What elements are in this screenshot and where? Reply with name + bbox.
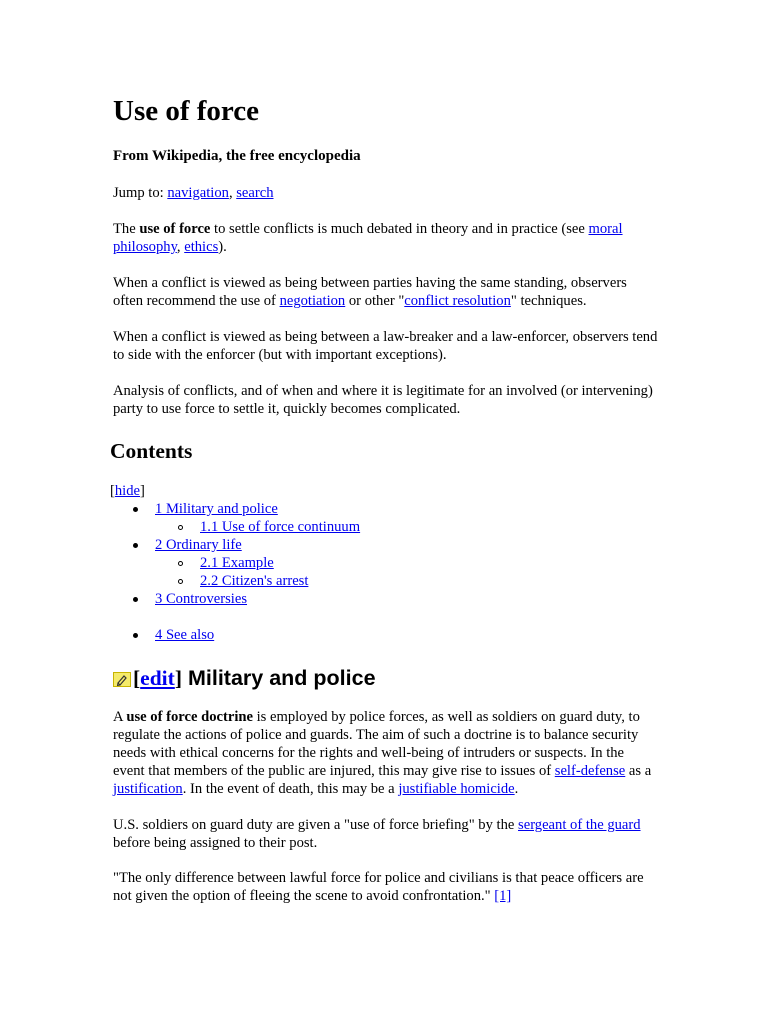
negotiation-link[interactable]: negotiation	[279, 293, 346, 309]
toc-link-military-police[interactable]: 1 Military and police	[155, 501, 278, 517]
bold-term: use of force doctrine	[126, 709, 253, 725]
jump-navigation-link[interactable]: navigation	[167, 185, 229, 201]
toc-link-citizens-arrest[interactable]: 2.2 Citizen's arrest	[200, 573, 309, 589]
circle-bullet-icon	[178, 561, 183, 566]
toc-list	[113, 500, 360, 608]
conflict-resolution-link[interactable]: conflict resolution	[404, 293, 511, 309]
text-span: is employed by police forces, as well as soldiers on guard duty, to regulate the actions of police and guards. The aim of such a doctrine is to balance security needs with ethical concerns for the rights and well-being of intruders or suspects. In the event that members of the public are injured, this may give rise to issues of	[113, 709, 640, 779]
text-span: or other "	[345, 293, 405, 309]
text-span: U.S. soldiers on guard duty are given a "use of force briefing" by the	[113, 817, 519, 833]
pencil-edit-icon[interactable]	[113, 672, 131, 687]
moral-philosophy-link[interactable]: moral philosophy	[113, 221, 623, 255]
text-span: ).	[218, 239, 227, 255]
intro-paragraph-2	[113, 274, 658, 310]
toc-item	[113, 572, 360, 590]
text-span: .	[514, 781, 519, 797]
jump-search-link[interactable]: search	[236, 185, 274, 201]
section-paragraph-1	[113, 708, 658, 798]
toc-link-use-of-force-continuum[interactable]: 1.1 Use of force continuum	[200, 519, 361, 535]
section-paragraph-2	[113, 816, 658, 852]
text-span: to settle conflicts is much debated in theory and in practice (see	[210, 221, 589, 237]
toc-item	[113, 554, 360, 572]
intro-paragraph-1	[113, 220, 658, 256]
intro-paragraph-3: When a conflict is viewed as being between a law-breaker and a law-enforcer, observers tend to side with the enforcer (but with important exceptions).	[113, 329, 658, 363]
text-span: "The only difference between lawful force for police and civilians is that peace officers are not given the option of fleeing the scene to avoid confrontation."	[113, 870, 644, 904]
citation-link[interactable]: [1]	[494, 888, 512, 904]
section-paragraph-3	[113, 869, 658, 905]
toc-hide-toggle: [hide]	[110, 483, 145, 499]
text-span: . In the event of death, this may be a	[182, 781, 399, 797]
text-span: as a	[625, 763, 652, 779]
hide-toc-link[interactable]: hide	[114, 483, 141, 499]
toc-link-see-also[interactable]: 4 See also	[155, 627, 215, 643]
justifiable-homicide-link[interactable]: justifiable homicide	[398, 781, 515, 797]
page-subtitle: From Wikipedia, the free encyclopedia	[113, 148, 361, 164]
text-span: " techniques.	[510, 293, 587, 309]
text-span: ,	[176, 239, 185, 255]
toc-link-example[interactable]: 2.1 Example	[200, 555, 274, 571]
jump-to-label: Jump to:	[113, 185, 168, 201]
toc-item	[113, 536, 360, 554]
toc-list-continued	[113, 626, 214, 644]
justification-link[interactable]: justification	[113, 781, 183, 797]
jump-to-line: Jump to: navigation, search	[113, 185, 274, 201]
circle-bullet-icon	[178, 579, 183, 584]
toc-item	[113, 626, 214, 644]
toc-link-controversies[interactable]: 3 Controversies	[155, 591, 248, 607]
self-defense-link[interactable]: self-defense	[554, 763, 626, 779]
text-span: before being assigned to their post.	[113, 835, 318, 851]
bullet-icon	[133, 633, 138, 638]
sergeant-of-the-guard-link[interactable]: sergeant of the guard	[518, 817, 641, 833]
edit-section-link[interactable]: edit	[140, 666, 175, 690]
intro-paragraph-4: Analysis of conflicts, and of when and where it is legitimate for an involved (or intervening) party to use force to settle it, quickly becomes complicated.	[113, 383, 653, 417]
toc-item	[113, 500, 360, 518]
toc-item	[113, 590, 360, 608]
bold-term: use of force	[139, 221, 211, 237]
text-span: A	[113, 709, 127, 725]
contents-heading: Contents	[110, 439, 193, 463]
ethics-link[interactable]: ethics	[184, 239, 219, 255]
text-span: When a conflict is viewed as being between parties having the same standing, observers often recommend the use of	[113, 275, 627, 309]
bullet-icon	[133, 597, 138, 602]
page-title: Use of force	[113, 95, 260, 127]
section-title: Military and police	[187, 666, 376, 690]
text-span: The	[113, 221, 140, 237]
section-heading-military-police: [edit] Military and police	[113, 664, 658, 692]
circle-bullet-icon	[178, 525, 183, 530]
bullet-icon	[133, 507, 138, 512]
bullet-icon	[133, 543, 138, 548]
toc-item	[113, 518, 360, 536]
toc-link-ordinary-life[interactable]: 2 Ordinary life	[155, 537, 242, 553]
